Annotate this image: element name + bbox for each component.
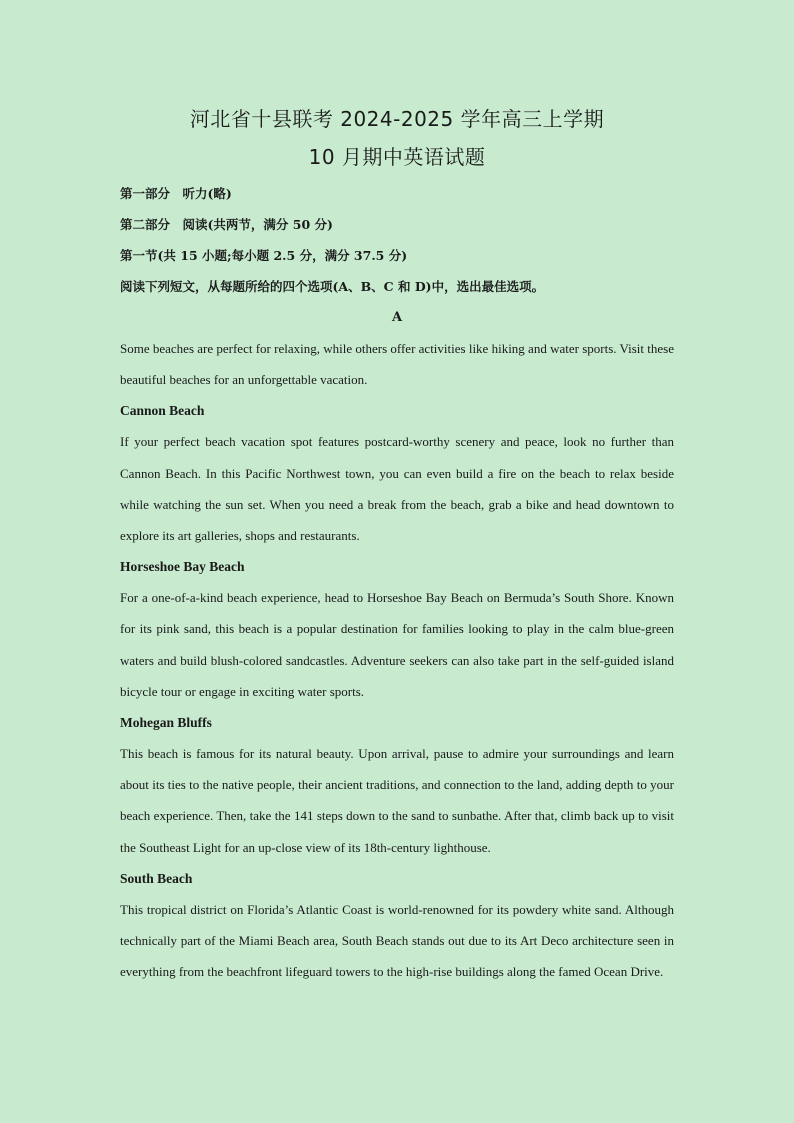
part2-heading: 第二部分 阅读(共两节，满分 50 分) bbox=[120, 217, 333, 232]
section1-heading: 第一节(共 15 小题;每小题 2.5 分，满分 37.5 分) bbox=[120, 248, 408, 263]
passage-intro: Some beaches are perfect for relaxing, while others offer activities like hiking and water sports. Visit these beautiful beaches for an unforgettable vacation. bbox=[120, 341, 674, 388]
passage-letter: A bbox=[391, 310, 403, 325]
beach-text-horseshoe: For a one-of-a-kind beach experience, head to Horseshoe Bay Beach on Bermuda’s South Shore. Known for its pink sand, this beach is a popular destination for families looking to play in the calm blue-green waters and build blush-colored sandcastles. Adventure seekers can also take part in the self-guided island bicycle tour or engage in exciting water sports. bbox=[120, 590, 674, 699]
document-page bbox=[120, 102, 674, 987]
beach-text-south: This tropical district on Florida’s Atlantic Coast is world-renowned for its powdery white sand. Although technically part of the Miami Beach area, South Beach stands out due to its Art Deco architecture seen in everything from the beachfront lifeguard towers to the high-rise buildings along the famed Ocean Drive. bbox=[120, 901, 674, 980]
beach-heading-mohegan: Mohegan Bluffs bbox=[120, 715, 212, 731]
reading-instruction: 阅读下列短文，从每题所给的四个选项(A、B、C 和 D)中，选出最佳选项。 bbox=[120, 279, 545, 294]
beach-text-cannon: If your perfect beach vacation spot features postcard-worthy scenery and peace, look no further than Cannon Beach. In this Pacific Northwest town, you can even build a fire on the beach to relax beside while watching the sun set. When you need a break from the beach, grab a bike and head downtown to explore its art galleries, shops and restaurants. bbox=[120, 434, 674, 544]
beach-heading-cannon: Cannon Beach bbox=[120, 403, 205, 419]
document-title-line1: 河北省十县联考 2024-2025 学年高三上学期 bbox=[189, 107, 605, 131]
part1-heading: 第一部分 听力(略) bbox=[120, 186, 232, 201]
document-title-line2: 10 月期中英语试题 bbox=[308, 145, 486, 169]
beach-heading-horseshoe: Horseshoe Bay Beach bbox=[120, 559, 245, 575]
beach-heading-south: South Beach bbox=[120, 870, 193, 886]
beach-text-mohegan: This beach is famous for its natural beauty. Upon arrival, pause to admire your surroundings and learn about its ties to the native people, their ancient traditions, and connection to the land, adding depth to your beach experience. Then, take the 141 steps down to the sand to sunbathe. After that, climb back up to visit the Southeast Light for an up-close view of its 18th-century lighthouse. bbox=[120, 746, 674, 855]
